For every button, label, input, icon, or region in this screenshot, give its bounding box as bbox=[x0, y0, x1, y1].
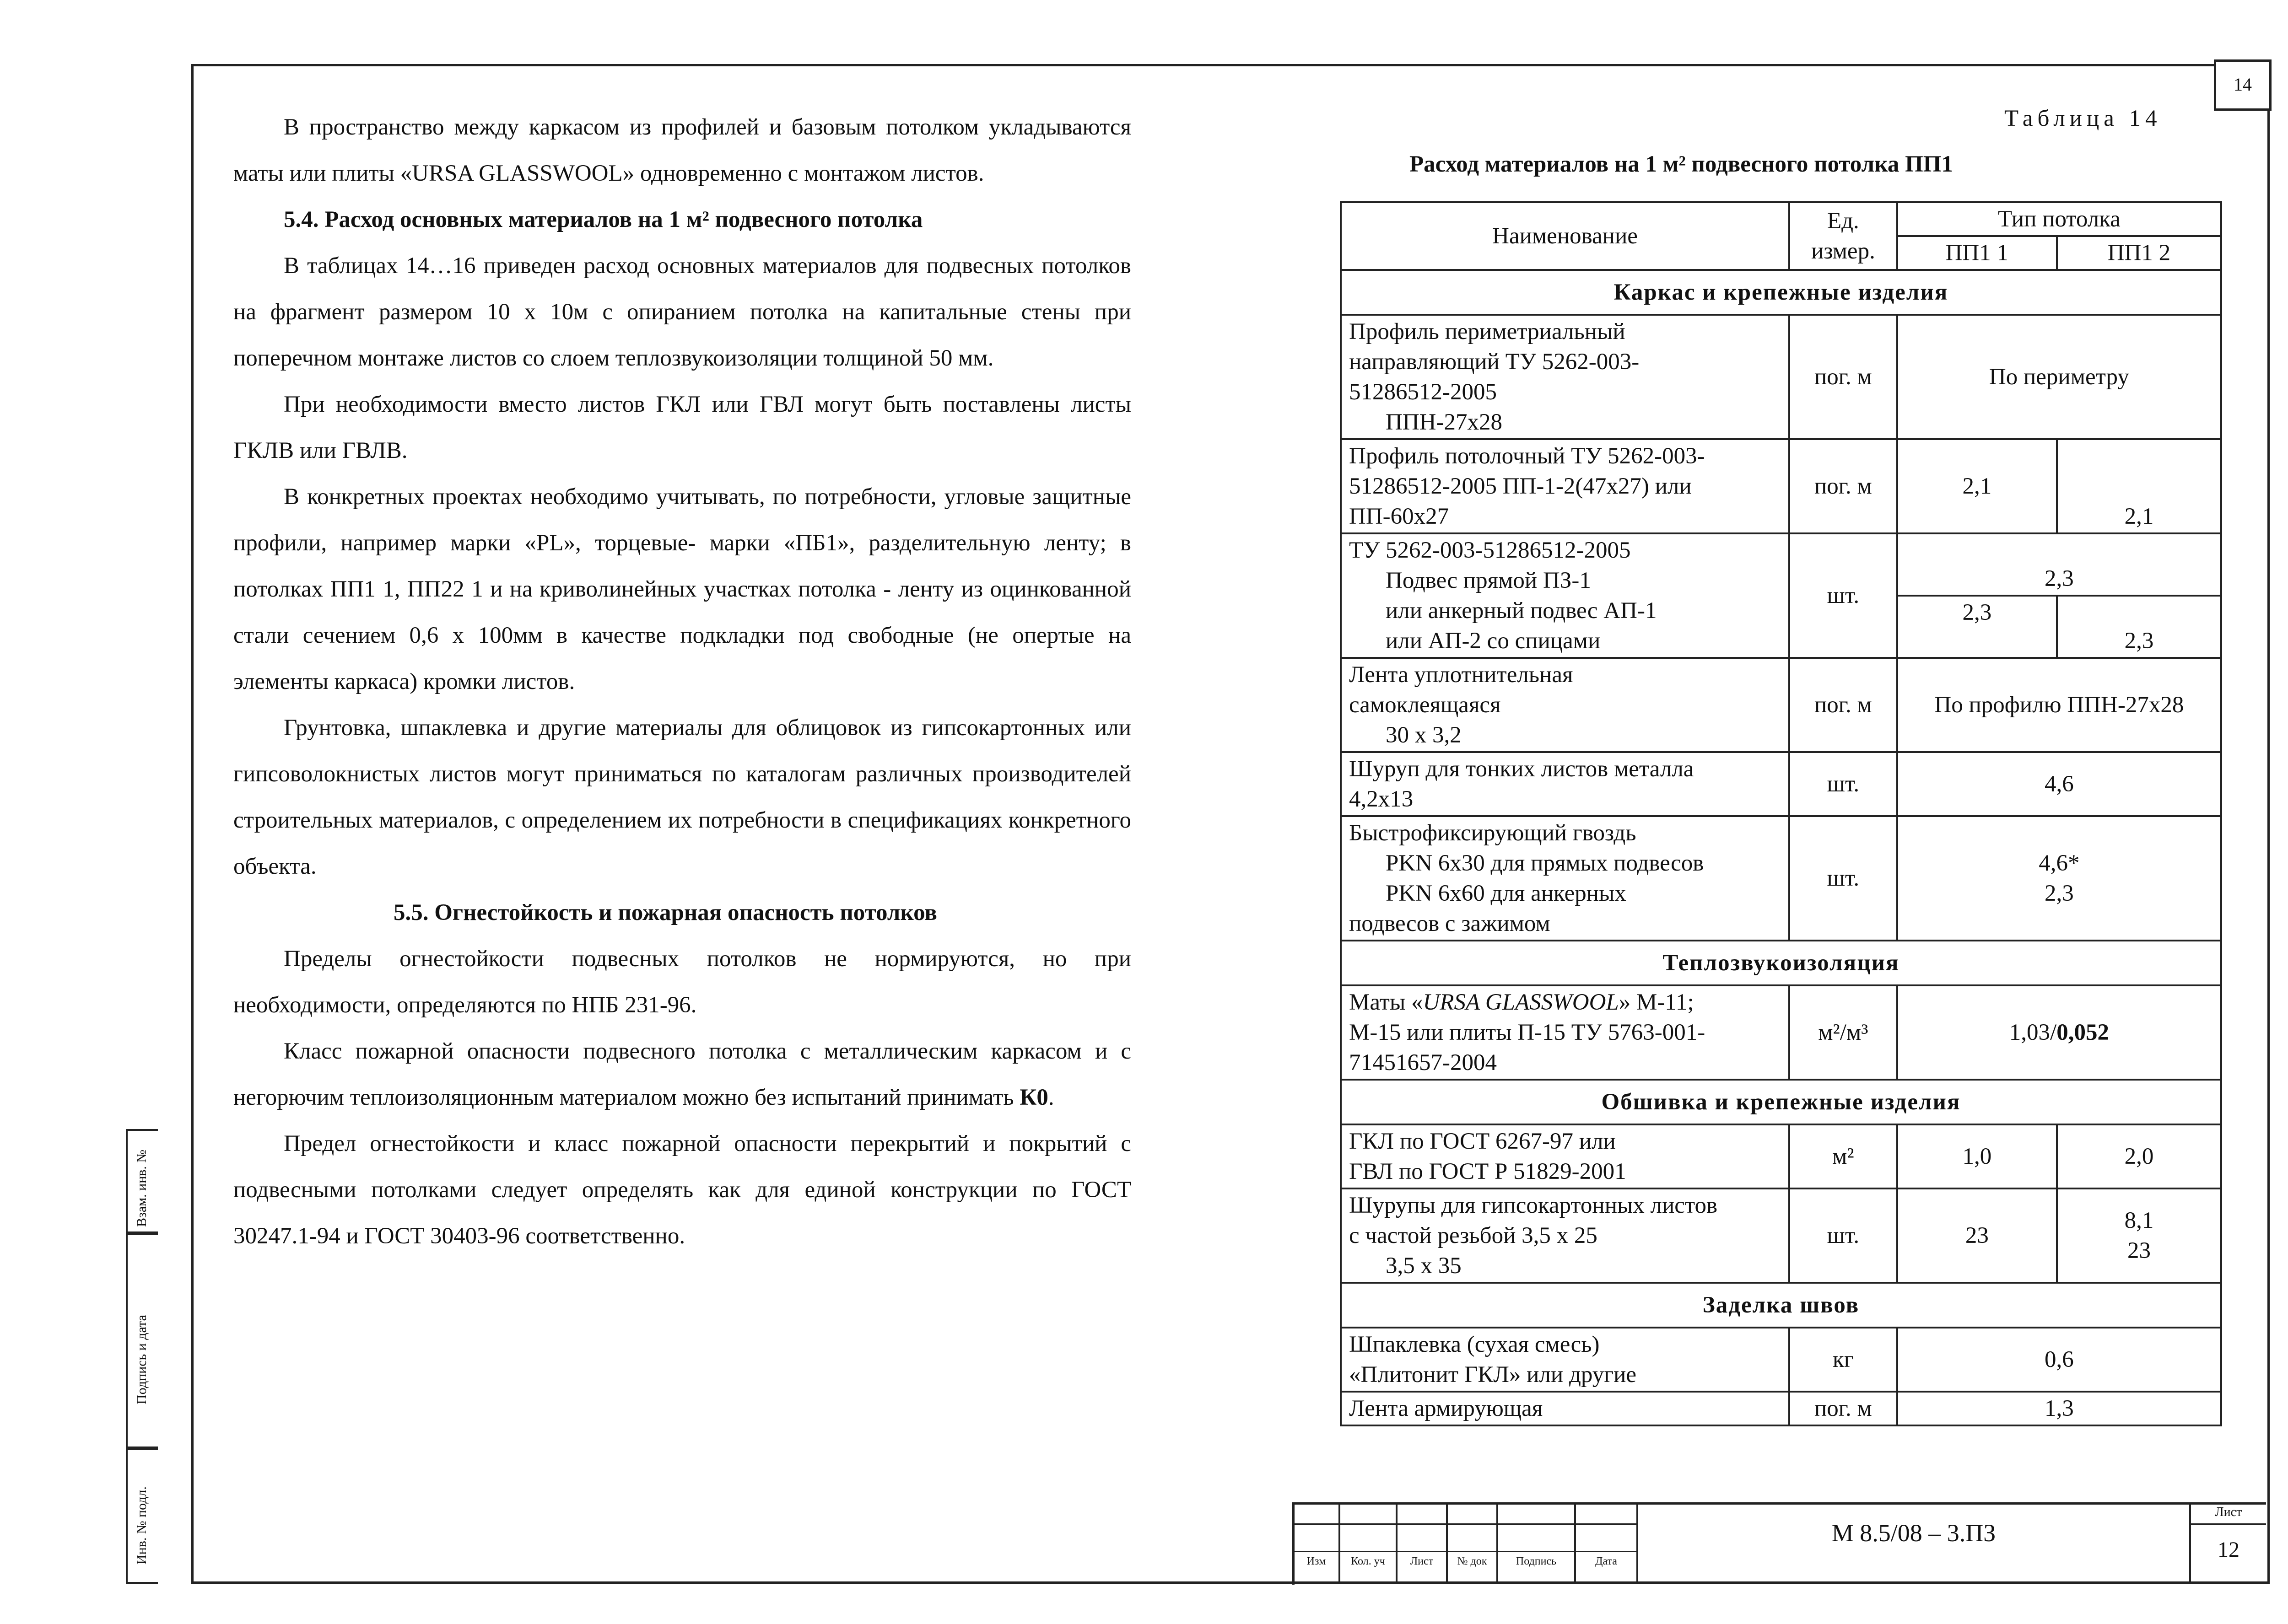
row-value-pp12: 2,0 bbox=[2057, 1124, 2221, 1188]
row-unit: м²/м³ bbox=[1789, 985, 1897, 1080]
row-text: » М-11; bbox=[1619, 989, 1694, 1015]
row-text-brand: URSA GLASSWOOL bbox=[1423, 989, 1619, 1015]
explanatory-text bbox=[233, 104, 1131, 1259]
row-screw-name bbox=[1341, 752, 1789, 816]
table-header-row bbox=[1341, 202, 2221, 236]
table-row bbox=[1341, 985, 2221, 1080]
row-text: 51286512-2005 ПП-1-2(47х27) или bbox=[1349, 473, 1692, 499]
section-insulation: Теплозвукоизоляция bbox=[1341, 941, 2221, 985]
section-row bbox=[1341, 1283, 2221, 1328]
row-value: 1,3 bbox=[1897, 1392, 2221, 1425]
row-value-pp11: 23 bbox=[1897, 1188, 2057, 1283]
row-value-pp12 bbox=[2057, 1188, 2221, 1283]
row-unit: шт. bbox=[1789, 816, 1897, 941]
row-unit: шт. bbox=[1789, 752, 1897, 816]
header-name: Наименование bbox=[1341, 202, 1789, 270]
row-text: подвесов с зажимом bbox=[1349, 911, 1550, 936]
row-value-25: 8,1 bbox=[2124, 1208, 2154, 1233]
row-text: Шурупы для гипсокартонных листов bbox=[1349, 1193, 1718, 1218]
doc-code: М 8.5/08 – 3.ПЗ bbox=[1831, 1519, 1996, 1547]
row-text: PKN 6х60 для анкерных bbox=[1386, 881, 1626, 906]
title-block-divider bbox=[1496, 1502, 1498, 1584]
materials-table bbox=[1340, 201, 2222, 1426]
paragraph-moisture-sheets: При необходимости вместо листов ГКЛ или ГВЛ могут быть поставлены листы ГКЛВ или ГВЛВ. bbox=[233, 392, 1131, 463]
row-text: или анкерный подвес АП-1 bbox=[1386, 598, 1657, 624]
title-block-divider bbox=[1338, 1502, 1340, 1584]
row-value: По периметру bbox=[1897, 315, 2221, 439]
section-cladding: Обшивка и крепежные изделия bbox=[1341, 1080, 2221, 1124]
paragraph-insulation: В пространство между каркасом из профилей и базовым потолком укладываются маты или плиты «URSA GLASSWOOL» одновременно с монтажом листов. bbox=[233, 114, 1131, 186]
stamp-cell-inv bbox=[126, 1448, 158, 1584]
sheet-label: Лист bbox=[2215, 1505, 2242, 1519]
row-text: ГКЛ по ГОСТ 6267-97 или bbox=[1349, 1129, 1616, 1154]
row-text: самоклеящаяся bbox=[1349, 692, 1501, 718]
row-text: Шпаклевка (сухая смесь) bbox=[1349, 1332, 1600, 1357]
fire-class-value: К0 bbox=[1020, 1085, 1048, 1110]
row-text: Профиль потолочный ТУ 5262-003- bbox=[1349, 443, 1705, 469]
row-text: или АП-2 со спицами bbox=[1386, 628, 1601, 654]
table-row bbox=[1341, 533, 2221, 596]
row-text: Шуруп для тонких листов металла bbox=[1349, 756, 1694, 782]
row-hanger-name bbox=[1341, 533, 1789, 658]
row-value-pp11: 2,1 bbox=[1897, 439, 2057, 533]
row-value-pp11: 1,0 bbox=[1897, 1124, 2057, 1188]
section-joints: Заделка швов bbox=[1341, 1283, 2221, 1328]
row-text: Быстрофиксирующий гвоздь bbox=[1349, 820, 1636, 846]
tb-col-kol: Кол. уч bbox=[1351, 1555, 1385, 1567]
row-unit: пог. м bbox=[1789, 439, 1897, 533]
row-text: ППН-27х28 bbox=[1386, 409, 1502, 435]
section-frame: Каркас и крепежные изделия bbox=[1341, 270, 2221, 315]
stamp-cell-vzam bbox=[126, 1129, 158, 1233]
paragraph-tables: В таблицах 14…16 приведен расход основных материалов для подвесных потолков на фрагмент размером 10 х 10м с опиранием потолка на капитальные стены при поперечном монтаже листов со слоем теплозвукоизоляции толщиной 50 мм. bbox=[233, 253, 1131, 371]
row-value-volume: 0,052 bbox=[2056, 1020, 2109, 1045]
table-row bbox=[1341, 752, 2221, 816]
row-unit: пог. м bbox=[1789, 315, 1897, 439]
table-row bbox=[1341, 1188, 2221, 1283]
row-text: ПП-60х27 bbox=[1349, 504, 1449, 529]
paragraph-fire-limits: Пределы огнестойкости подвесных потолков не нормируются, но при необходимости, определяются по НПБ 231-96. bbox=[233, 946, 1131, 1018]
title-block-line bbox=[1294, 1523, 1638, 1525]
row-unit: пог. м bbox=[1789, 658, 1897, 752]
table-row bbox=[1341, 658, 2221, 752]
table-row bbox=[1341, 439, 2221, 533]
paragraph-fire-rating: Предел огнестойкости и класс пожарной опасности перекрытий и покрытий с подвесными потолками следует определять как для единой конструкции по ГОСТ 30247.1-94 и ГОСТ 30403-96 соответственно. bbox=[233, 1131, 1131, 1249]
row-screws-name bbox=[1341, 1188, 1789, 1283]
row-text: М-15 или плиты П-15 ТУ 5763-001- bbox=[1349, 1020, 1705, 1045]
row-unit: кг bbox=[1789, 1328, 1897, 1392]
row-value-straight: 4,6* bbox=[2039, 850, 2080, 876]
row-mats-name bbox=[1341, 985, 1789, 1080]
heading-5-5: 5.5. Огнестойкость и пожарная опасность потолков bbox=[394, 900, 937, 925]
section-row bbox=[1341, 270, 2221, 315]
table-title: Расход материалов на 1 м² подвесного потолка ПП1 bbox=[1409, 151, 1953, 177]
header-pp11: ПП1 1 bbox=[1897, 236, 2057, 270]
title-block-line bbox=[2189, 1523, 2266, 1525]
table-row bbox=[1341, 1392, 2221, 1425]
title-block-divider bbox=[1574, 1502, 1576, 1584]
tb-col-data: Дата bbox=[1595, 1555, 1617, 1567]
row-text: ГВЛ по ГОСТ Р 51829-2001 bbox=[1349, 1159, 1626, 1184]
table-row bbox=[1341, 315, 2221, 439]
stamp-vzam-label: Взам. инв. № bbox=[134, 1149, 149, 1227]
stamp-cell-podpis bbox=[126, 1233, 158, 1448]
paragraph-fire-class bbox=[233, 1028, 1131, 1121]
row-value: 4,6 bbox=[1897, 752, 2221, 816]
row-text: «Плитонит ГКЛ» или другие bbox=[1349, 1362, 1637, 1387]
row-value-common: 2,3 bbox=[1897, 533, 2221, 596]
row-unit: пог. м bbox=[1789, 1392, 1897, 1425]
row-sheets-name bbox=[1341, 1124, 1789, 1188]
row-unit: шт. bbox=[1789, 533, 1897, 658]
row-value-35: 23 bbox=[2127, 1238, 2151, 1264]
fire-class-dot: . bbox=[1048, 1085, 1054, 1110]
row-perimeter-name bbox=[1341, 315, 1789, 439]
row-value-area: 1,03/ bbox=[2009, 1020, 2057, 1045]
row-text: 3,5 х 35 bbox=[1386, 1253, 1462, 1279]
sheet-number: 12 bbox=[2218, 1538, 2239, 1562]
title-block-divider bbox=[1396, 1502, 1398, 1584]
top-page-number: 14 bbox=[2214, 59, 2272, 111]
row-tape-name: Лента армирующая bbox=[1341, 1392, 1789, 1425]
stamp-podpis-label: Подпись и дата bbox=[134, 1315, 149, 1404]
tb-col-ndok: № док bbox=[1457, 1555, 1487, 1567]
row-text: Профиль периметриальный bbox=[1349, 319, 1625, 344]
tb-col-list: Лист bbox=[1410, 1555, 1434, 1567]
row-value-pp12: 2,1 bbox=[2057, 439, 2221, 533]
paragraph-primer: Грунтовка, шпаклевка и другие материалы для облицовок из гипсокартонных или гипсоволокнистых листов могут приниматься по каталогам различных производителей строительных материалов, с определением их потребности в спецификациях конкретного объекта. bbox=[233, 715, 1131, 879]
title-block-divider bbox=[1446, 1502, 1448, 1584]
row-text: с частой резьбой 3,5 х 25 bbox=[1349, 1223, 1597, 1248]
section-row bbox=[1341, 1080, 2221, 1124]
table-row bbox=[1341, 1328, 2221, 1392]
row-text: 4,2х13 bbox=[1349, 786, 1414, 812]
row-value-pp11: 2,3 bbox=[1897, 596, 2057, 658]
row-text: 51286512-2005 bbox=[1349, 379, 1497, 405]
row-text: Подвес прямой ПЗ-1 bbox=[1386, 568, 1591, 593]
row-value bbox=[1897, 816, 2221, 941]
row-text: Лента уплотнительная bbox=[1349, 662, 1573, 688]
tb-col-podpis: Подпись bbox=[1516, 1555, 1557, 1567]
row-text: направляющий ТУ 5262-003- bbox=[1349, 349, 1640, 375]
row-value-anchor: 2,3 bbox=[2045, 881, 2074, 906]
row-value-pp12: 2,3 bbox=[2057, 596, 2221, 658]
row-value: 0,6 bbox=[1897, 1328, 2221, 1392]
tb-col-izm: Изм bbox=[1306, 1555, 1326, 1567]
section-row bbox=[1341, 941, 2221, 985]
row-putty-name bbox=[1341, 1328, 1789, 1392]
title-block-line bbox=[1294, 1551, 1638, 1552]
row-unit: м² bbox=[1789, 1124, 1897, 1188]
table-row bbox=[1341, 816, 2221, 941]
row-text: Маты « bbox=[1349, 989, 1423, 1015]
header-unit: Ед. измер. bbox=[1789, 202, 1897, 270]
row-unit: шт. bbox=[1789, 1188, 1897, 1283]
stamp-inv-label: Инв. № подл. bbox=[134, 1486, 149, 1565]
heading-5-4: 5.4. Расход основных материалов на 1 м² подвесного потолка bbox=[284, 207, 923, 232]
row-sealing-tape-name bbox=[1341, 658, 1789, 752]
paragraph-profiles: В конкретных проектах необходимо учитывать, по потребности, угловые защитные профили, например марки «PL», торцевые- марки «ПБ1», разделительную ленту; в потолках ПП1 1, ПП22 1 и на криволинейных участках потолка - ленту из оцинкованной стали сечением 0,6 х 100мм в качестве подкладки под свободные (не опертые на элементы каркаса) кромки листов. bbox=[233, 484, 1131, 694]
row-text: 30 х 3,2 bbox=[1386, 722, 1462, 748]
table-caption: Таблица 14 bbox=[2004, 106, 2162, 131]
row-value bbox=[1897, 985, 2221, 1080]
row-text: PKN 6х30 для прямых подвесов bbox=[1386, 850, 1704, 876]
row-ceiling-profile-name bbox=[1341, 439, 1789, 533]
row-text: 71451657-2004 bbox=[1349, 1050, 1497, 1075]
fire-class-text: Класс пожарной опасности подвесного потолка с металлическим каркасом и с негорючим теплоизоляционным материалом можно без испытаний принимать bbox=[233, 1038, 1131, 1110]
table-row bbox=[1341, 1124, 2221, 1188]
header-pp12: ПП1 2 bbox=[2057, 236, 2221, 270]
header-type: Тип потолка bbox=[1897, 202, 2221, 236]
row-value: По профилю ППН-27х28 bbox=[1897, 658, 2221, 752]
row-nail-name bbox=[1341, 816, 1789, 941]
row-text: ТУ 5262-003-51286512-2005 bbox=[1349, 538, 1631, 563]
